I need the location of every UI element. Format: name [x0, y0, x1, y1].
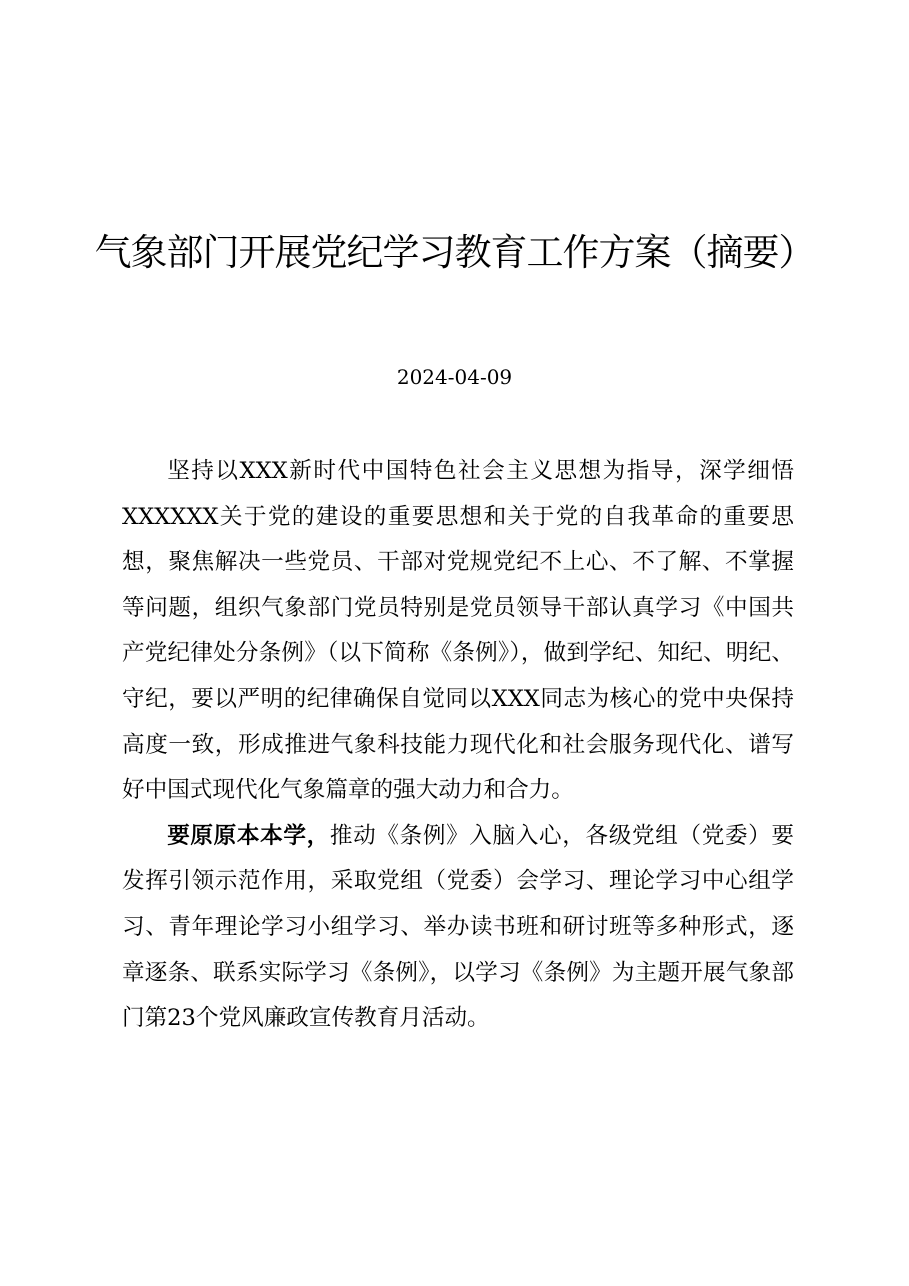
document-body	[122, 449, 794, 1042]
document-date: 2024-04-09	[396, 365, 513, 389]
paragraph-text: 推动《条例》入脑入心，各级党组（党委）要发挥引领示范作用，采取党组（党委）会学习、理论学习中心组学习、青年理论学习小组学习、举办读书班和研讨班等多种形式，逐章逐条、联系实际学习《条例》，以学习《条例》为主题开展气象部门第23个党风廉政宣传教育月活动。	[122, 822, 795, 1032]
paragraph-text: 坚持以XXX新时代中国特色社会主义思想为指导，深学细悟XXXXXX关于党的建设的重要思想和关于党的自我革命的重要思想，聚焦解决一些党员、干部对党规党纪不上心、不了解、不掌握等问题，组织气象部门党员特别是党员领导干部认真学习《中国共产党纪律处分条例》（以下简称《条例》），做到学纪、知纪、明纪、守纪，要以严明的纪律确保自觉同以XXX同志为核心的党中央保持高度一致，形成推进气象科技能力现代化和社会服务现代化、谱写好中国式现代化气象篇章的强大动力和合力。	[122, 458, 794, 804]
document-title: 气象部门开展党纪学习教育工作方案（摘要）	[94, 231, 815, 274]
paragraph-lead: 要原原本本学，	[167, 822, 330, 849]
body-paragraph-1	[122, 449, 794, 814]
body-paragraph-2	[122, 814, 794, 1042]
